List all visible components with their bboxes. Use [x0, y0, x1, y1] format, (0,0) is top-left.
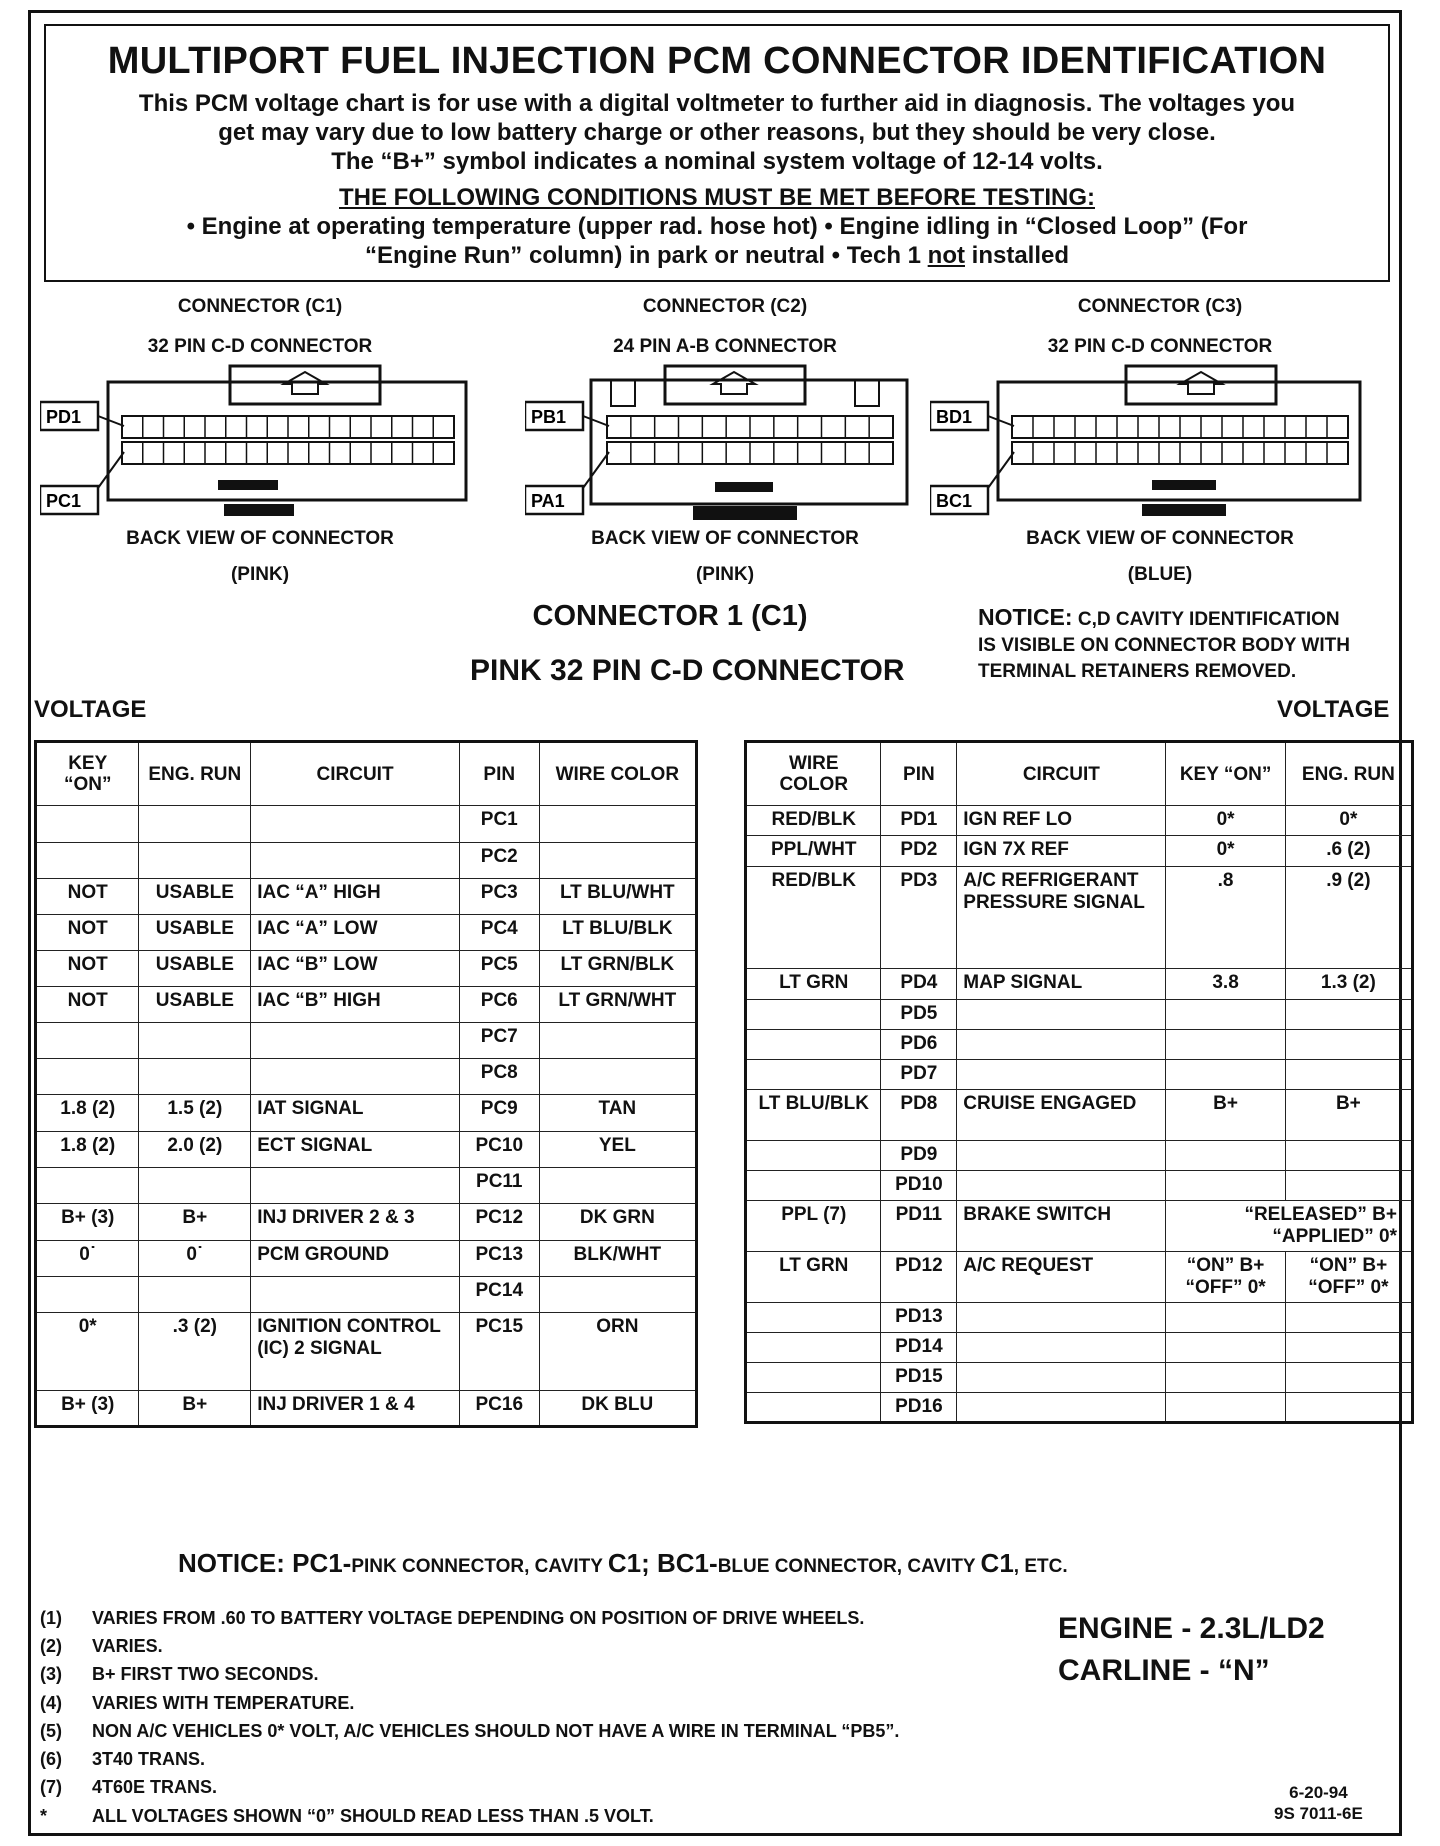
table-cell: USABLE	[139, 951, 251, 987]
table-cell: INJ DRIVER 1 & 4	[251, 1391, 460, 1427]
table-cell: PCM GROUND	[251, 1241, 460, 1277]
table-cell	[957, 1363, 1166, 1393]
table-cell	[251, 1168, 460, 1204]
table-row	[746, 1030, 1413, 1060]
table-cell: IGN REF LO	[957, 806, 1166, 836]
table-cell: “ON” B+ “OFF” 0*	[1166, 1252, 1285, 1303]
footnote-num: (3)	[40, 1664, 62, 1685]
table-cell	[139, 1023, 251, 1059]
bottom-notice-c1b: C1	[980, 1548, 1014, 1578]
table-cell: PC11	[459, 1168, 539, 1204]
connector-subtitle: 24 PIN A-B CONNECTOR	[613, 336, 837, 357]
table-row	[36, 1132, 697, 1168]
footnote-num: (2)	[40, 1635, 62, 1656]
intro-line-2: get may vary due to low battery charge or other reasons, but they should be very close.	[218, 119, 1216, 146]
table-row	[746, 1333, 1413, 1363]
table-cell: PD11	[881, 1201, 957, 1252]
doc-ref: 9S 7011-6E	[1274, 1804, 1363, 1823]
connector-color: (BLUE)	[1127, 564, 1193, 585]
footnotes	[40, 1604, 899, 1830]
table-cell: 3.8	[1166, 969, 1285, 1000]
table-cell	[36, 1023, 139, 1059]
table-cell: IAC “A” LOW	[251, 915, 460, 951]
table-cell	[251, 806, 460, 843]
table-cell: 1.5 (2)	[139, 1095, 251, 1132]
table-cell	[1166, 1060, 1285, 1090]
table-cell	[251, 1023, 460, 1059]
footnote	[40, 1745, 899, 1773]
table-cell: BLK/WHT	[539, 1241, 696, 1277]
table-cell: IAT SIGNAL	[251, 1095, 460, 1132]
table-cell: IAC “B” HIGH	[251, 987, 460, 1023]
footnote-text: B+ FIRST TWO SECONDS.	[92, 1664, 319, 1685]
table-cell: IAC “B” LOW	[251, 951, 460, 987]
tag-pd1: PD1	[46, 407, 82, 427]
table-row	[36, 843, 697, 879]
connector-view: BACK VIEW OF CONNECTOR	[591, 528, 859, 549]
table-cell: B+ (3)	[36, 1204, 139, 1241]
table-cell: 0*	[1166, 836, 1285, 867]
connector-c3-drawing	[930, 358, 1390, 528]
table-row	[746, 1201, 1413, 1252]
bottom-notice-c1: C1	[607, 1548, 642, 1578]
right-pin-table	[744, 740, 1414, 1424]
table-row	[746, 1303, 1413, 1333]
table-cell: 1.3 (2)	[1285, 969, 1412, 1000]
table-cell: IGN 7X REF	[957, 836, 1166, 867]
column-header: ENG. RUN	[1285, 742, 1412, 806]
table-row	[36, 1313, 697, 1391]
table-row	[746, 1090, 1413, 1141]
connector-color: (PINK)	[695, 564, 755, 585]
column-header: WIRE COLOR	[746, 742, 881, 806]
connector-c2-diagram	[525, 296, 925, 586]
table-cell	[957, 1060, 1166, 1090]
connector-title: CONNECTOR (C1)	[177, 296, 343, 317]
table-cell: PC2	[459, 843, 539, 879]
table-header-row	[746, 742, 1413, 806]
connector-c2-drawing	[525, 358, 925, 528]
conditions-title: THE FOLLOWING CONDITIONS MUST BE MET BEFORE TESTING:	[339, 184, 1095, 211]
table-cell	[746, 1141, 881, 1171]
table-cell: PC14	[459, 1277, 539, 1313]
table-cell: B+	[139, 1204, 251, 1241]
table-cell: 1.8 (2)	[36, 1132, 139, 1168]
table-cell: B+	[1166, 1090, 1285, 1141]
bottom-notice-part3: , ETC.	[1013, 1556, 1068, 1577]
condition-line-2	[46, 241, 1388, 270]
column-header: KEY “ON”	[36, 742, 139, 806]
footnote-text: 4T60E TRANS.	[92, 1777, 218, 1798]
notice-line-1: C,D CAVITY IDENTIFICATION	[1072, 609, 1340, 630]
table-cell	[1166, 1000, 1285, 1030]
table-cell: 1.8 (2)	[36, 1095, 139, 1132]
table-cell: LT GRN/WHT	[539, 987, 696, 1023]
footnote-text: NON A/C VEHICLES 0* VOLT, A/C VEHICLES SHOULD NOT HAVE A WIRE IN TERMINAL “PB5”.	[92, 1720, 900, 1741]
table-cell	[139, 843, 251, 879]
table-cell: PC15	[459, 1313, 539, 1391]
table-cell: MAP SIGNAL	[957, 969, 1166, 1000]
footnote-num: (4)	[40, 1692, 62, 1713]
bottom-notice-part1: PINK CONNECTOR, CAVITY	[351, 1556, 608, 1577]
connector-title: CONNECTOR (C3)	[1077, 296, 1243, 317]
tag-pc1: PC1	[46, 491, 82, 511]
table-cell	[746, 1000, 881, 1030]
table-cell: PC5	[459, 951, 539, 987]
table-row	[746, 1000, 1413, 1030]
table-cell	[1285, 1171, 1412, 1201]
bottom-notice-sep: ; BC1-	[641, 1548, 718, 1578]
footnote-num: (7)	[40, 1777, 62, 1798]
footnote-text: ALL VOLTAGES SHOWN “0” SHOULD READ LESS THAN .5 VOLT.	[92, 1805, 654, 1826]
table-cell	[539, 1277, 696, 1313]
table-cell	[957, 1393, 1166, 1423]
connector-view: BACK VIEW OF CONNECTOR	[126, 528, 394, 549]
table-row	[746, 1252, 1413, 1303]
table-cell: ORN	[539, 1313, 696, 1391]
footnote	[40, 1632, 899, 1660]
table-cell: PD16	[881, 1393, 957, 1423]
table-row	[36, 1023, 697, 1059]
table-row	[746, 1171, 1413, 1201]
table-cell: PC7	[459, 1023, 539, 1059]
table-header-row	[36, 742, 697, 806]
footnote-text: VARIES WITH TEMPERATURE.	[92, 1692, 355, 1713]
column-header: ENG. RUN	[139, 742, 251, 806]
bottom-notice	[178, 1548, 1068, 1579]
table-cell	[1285, 1141, 1412, 1171]
bottom-notice-label: NOTICE: PC1-	[178, 1548, 352, 1578]
table-cell: USABLE	[139, 915, 251, 951]
table-cell: 0*	[1166, 806, 1285, 836]
table-cell: NOT	[36, 915, 139, 951]
table-cell	[539, 1059, 696, 1095]
table-cell: 0˙	[139, 1241, 251, 1277]
table-row	[746, 867, 1413, 969]
table-cell: PD13	[881, 1303, 957, 1333]
table-cell: NOT	[36, 879, 139, 915]
table-cell: 0*	[36, 1313, 139, 1391]
table-cell: PD4	[881, 969, 957, 1000]
table-cell: .8	[1166, 867, 1285, 969]
tag-bd1: BD1	[936, 407, 973, 427]
table-cell: RED/BLK	[746, 867, 881, 969]
table-cell: PC3	[459, 879, 539, 915]
table-row	[36, 879, 697, 915]
connector-view: BACK VIEW OF CONNECTOR	[1026, 528, 1294, 549]
table-cell: LT GRN	[746, 1252, 881, 1303]
footnote	[40, 1661, 899, 1689]
table-row	[746, 969, 1413, 1000]
footnote	[40, 1717, 899, 1745]
table-cell: .6 (2)	[1285, 836, 1412, 867]
table-cell: LT BLU/BLK	[539, 915, 696, 951]
connector-c3-diagram	[930, 296, 1390, 586]
left-pin-table	[34, 740, 698, 1428]
table-cell	[957, 1000, 1166, 1030]
table-cell: DK GRN	[539, 1204, 696, 1241]
condition-not: not	[927, 242, 965, 269]
tag-pb1: PB1	[531, 407, 567, 427]
connector-subtitle: 32 PIN C-D CONNECTOR	[1047, 336, 1273, 357]
table-row	[36, 1168, 697, 1204]
table-cell	[957, 1141, 1166, 1171]
table-row	[36, 915, 697, 951]
table-cell	[539, 843, 696, 879]
table-row	[746, 1060, 1413, 1090]
column-header: WIRE COLOR	[539, 742, 696, 806]
table-cell: IAC “A” HIGH	[251, 879, 460, 915]
table-cell	[1285, 1393, 1412, 1423]
footnote	[40, 1604, 899, 1632]
footnote	[40, 1802, 899, 1830]
table-cell: “RELEASED” B+ “APPLIED” 0*	[1166, 1201, 1413, 1252]
table-cell: INJ DRIVER 2 & 3	[251, 1204, 460, 1241]
table-row	[746, 1141, 1413, 1171]
table-row	[36, 1391, 697, 1427]
condition-line-2b: installed	[964, 242, 1070, 269]
table-row	[746, 1363, 1413, 1393]
doc-date: 6-20-94	[1289, 1783, 1348, 1802]
header-box	[44, 24, 1390, 282]
table-cell: ECT SIGNAL	[251, 1132, 460, 1168]
cavity-notice	[978, 604, 1350, 685]
table-cell	[36, 843, 139, 879]
engine-info	[1058, 1608, 1325, 1692]
table-cell: PD10	[881, 1171, 957, 1201]
table-cell: DK BLU	[539, 1391, 696, 1427]
table-cell: PD1	[881, 806, 957, 836]
table-cell: RED/BLK	[746, 806, 881, 836]
table-row	[36, 1277, 697, 1313]
table-cell: “ON” B+ “OFF” 0*	[1285, 1252, 1412, 1303]
footnote	[40, 1689, 899, 1717]
column-header: KEY “ON”	[1166, 742, 1285, 806]
intro-text	[60, 89, 1374, 176]
connector-c1-drawing	[40, 358, 480, 528]
footnote-num: (5)	[40, 1720, 62, 1741]
table-cell: PD9	[881, 1141, 957, 1171]
table-cell	[746, 1333, 881, 1363]
table-cell: 0*	[1285, 806, 1412, 836]
table-cell	[36, 1168, 139, 1204]
table-cell: 0˙	[36, 1241, 139, 1277]
table-cell: PPL/WHT	[746, 836, 881, 867]
table-cell: PD6	[881, 1030, 957, 1060]
footnote	[40, 1774, 899, 1802]
table-cell: PD3	[881, 867, 957, 969]
table-cell: .3 (2)	[139, 1313, 251, 1391]
table-cell	[1166, 1363, 1285, 1393]
footnote-num: (1)	[40, 1607, 62, 1628]
table-cell: PPL (7)	[746, 1201, 881, 1252]
table-cell	[1166, 1333, 1285, 1363]
table-cell	[957, 1303, 1166, 1333]
connector-c1-diagram	[40, 296, 480, 586]
table-cell	[746, 1030, 881, 1060]
table-cell: B+	[139, 1391, 251, 1427]
table-cell	[746, 1393, 881, 1423]
table-cell	[1166, 1141, 1285, 1171]
table-cell: LT GRN	[746, 969, 881, 1000]
table-cell: PC9	[459, 1095, 539, 1132]
table-cell: PD12	[881, 1252, 957, 1303]
table-cell	[36, 1059, 139, 1095]
table-cell	[1166, 1030, 1285, 1060]
table-row	[746, 836, 1413, 867]
table-cell	[957, 1171, 1166, 1201]
table-cell	[746, 1171, 881, 1201]
table-cell: PC12	[459, 1204, 539, 1241]
table-cell: PD14	[881, 1333, 957, 1363]
table-cell	[139, 1277, 251, 1313]
table-row	[36, 987, 697, 1023]
table-cell: NOT	[36, 987, 139, 1023]
table-row	[36, 1204, 697, 1241]
table-row	[36, 806, 697, 843]
table-cell	[539, 806, 696, 843]
tag-bc1: BC1	[936, 491, 973, 511]
table-cell: B+	[1285, 1090, 1412, 1141]
table-cell: LT GRN/BLK	[539, 951, 696, 987]
table-cell	[139, 806, 251, 843]
table-cell	[957, 1030, 1166, 1060]
footnote-text: VARIES FROM .60 TO BATTERY VOLTAGE DEPENDING ON POSITION OF DRIVE WHEELS.	[92, 1607, 865, 1628]
table-cell: PC1	[459, 806, 539, 843]
column-header: CIRCUIT	[957, 742, 1166, 806]
table-row	[36, 1095, 697, 1132]
table-row	[36, 1241, 697, 1277]
table-cell	[746, 1363, 881, 1393]
table-cell: A/C REFRIGERANT PRESSURE SIGNAL	[957, 867, 1166, 969]
table-cell	[746, 1303, 881, 1333]
table-cell: PD5	[881, 1000, 957, 1030]
table-cell	[1166, 1171, 1285, 1201]
arrow-up-icon	[713, 372, 755, 394]
table-cell	[1166, 1303, 1285, 1333]
table-row	[36, 951, 697, 987]
table-cell: IGNITION CONTROL (IC) 2 SIGNAL	[251, 1313, 460, 1391]
engine-line: ENGINE - 2.3L/LD2	[1058, 1612, 1325, 1645]
table-cell	[251, 843, 460, 879]
table-cell	[139, 1059, 251, 1095]
table-cell	[957, 1333, 1166, 1363]
table-row	[36, 1059, 697, 1095]
notice-line-2: IS VISIBLE ON CONNECTOR BODY WITH	[978, 635, 1350, 656]
condition-line-1: • Engine at operating temperature (upper rad. hose hot) • Engine idling in “Closed Loop” (For	[186, 213, 1248, 240]
table-cell: PD15	[881, 1363, 957, 1393]
bottom-notice-part2: BLUE CONNECTOR, CAVITY	[717, 1556, 981, 1577]
table-cell	[1285, 1303, 1412, 1333]
table-cell: .9 (2)	[1285, 867, 1412, 969]
table-cell: PC4	[459, 915, 539, 951]
table-cell: A/C REQUEST	[957, 1252, 1166, 1303]
table-cell	[539, 1168, 696, 1204]
table-cell	[539, 1023, 696, 1059]
footnote-text: VARIES.	[92, 1635, 163, 1656]
table-cell: B+ (3)	[36, 1391, 139, 1427]
table-cell: PC8	[459, 1059, 539, 1095]
table-cell: CRUISE ENGAGED	[957, 1090, 1166, 1141]
table-cell: LT BLU/WHT	[539, 879, 696, 915]
carline-line: CARLINE - “N”	[1058, 1654, 1270, 1687]
table-cell	[1285, 1000, 1412, 1030]
footnote-num: *	[40, 1805, 48, 1826]
table-row	[746, 806, 1413, 836]
table-cell: PC10	[459, 1132, 539, 1168]
table-cell: PD7	[881, 1060, 957, 1090]
connector-subtitle: 32 PIN C-D CONNECTOR	[147, 336, 373, 357]
section-title: CONNECTOR 1 (C1)	[532, 600, 808, 632]
table-cell	[1285, 1060, 1412, 1090]
table-cell: YEL	[539, 1132, 696, 1168]
table-cell	[251, 1059, 460, 1095]
table-cell: LT BLU/BLK	[746, 1090, 881, 1141]
table-cell	[36, 1277, 139, 1313]
voltage-label-left: VOLTAGE	[34, 696, 147, 723]
table-cell	[36, 806, 139, 843]
voltage-label-right: VOLTAGE	[1277, 696, 1390, 723]
tag-pa1: PA1	[531, 491, 565, 511]
connector-color: (PINK)	[230, 564, 290, 585]
footnote-text: 3T40 TRANS.	[92, 1749, 206, 1770]
section-subtitle: PINK 32 PIN C-D CONNECTOR	[470, 654, 905, 687]
notice-line-3: TERMINAL RETAINERS REMOVED.	[978, 661, 1297, 682]
table-cell	[1285, 1030, 1412, 1060]
intro-line-1: This PCM voltage chart is for use with a digital voltmeter to further aid in diagnosis. The voltages you	[138, 90, 1296, 117]
table-cell: BRAKE SWITCH	[957, 1201, 1166, 1252]
table-cell: PD2	[881, 836, 957, 867]
table-cell: TAN	[539, 1095, 696, 1132]
table-cell	[139, 1168, 251, 1204]
column-header: CIRCUIT	[251, 742, 460, 806]
table-cell	[1285, 1333, 1412, 1363]
table-cell: USABLE	[139, 987, 251, 1023]
page-title: MULTIPORT FUEL INJECTION PCM CONNECTOR IDENTIFICATION	[107, 40, 1327, 82]
table-cell: NOT	[36, 951, 139, 987]
table-cell: PD8	[881, 1090, 957, 1141]
column-header: PIN	[881, 742, 957, 806]
column-header: PIN	[459, 742, 539, 806]
table-cell: PC16	[459, 1391, 539, 1427]
notice-label: NOTICE:	[978, 604, 1073, 630]
footnote-num: (6)	[40, 1749, 62, 1770]
table-cell	[746, 1060, 881, 1090]
table-cell: 2.0 (2)	[139, 1132, 251, 1168]
table-cell	[1166, 1393, 1285, 1423]
table-cell	[1285, 1363, 1412, 1393]
table-cell: USABLE	[139, 879, 251, 915]
table-cell: PC13	[459, 1241, 539, 1277]
table-row	[746, 1393, 1413, 1423]
connector-title: CONNECTOR (C2)	[642, 296, 808, 317]
table-cell: PC6	[459, 987, 539, 1023]
document-reference	[1274, 1782, 1363, 1824]
intro-line-3: The “B+” symbol indicates a nominal system voltage of 12-14 volts.	[331, 148, 1103, 175]
condition-line-2a: “Engine Run” column) in park or neutral • Tech 1	[364, 242, 928, 269]
table-cell	[251, 1277, 460, 1313]
